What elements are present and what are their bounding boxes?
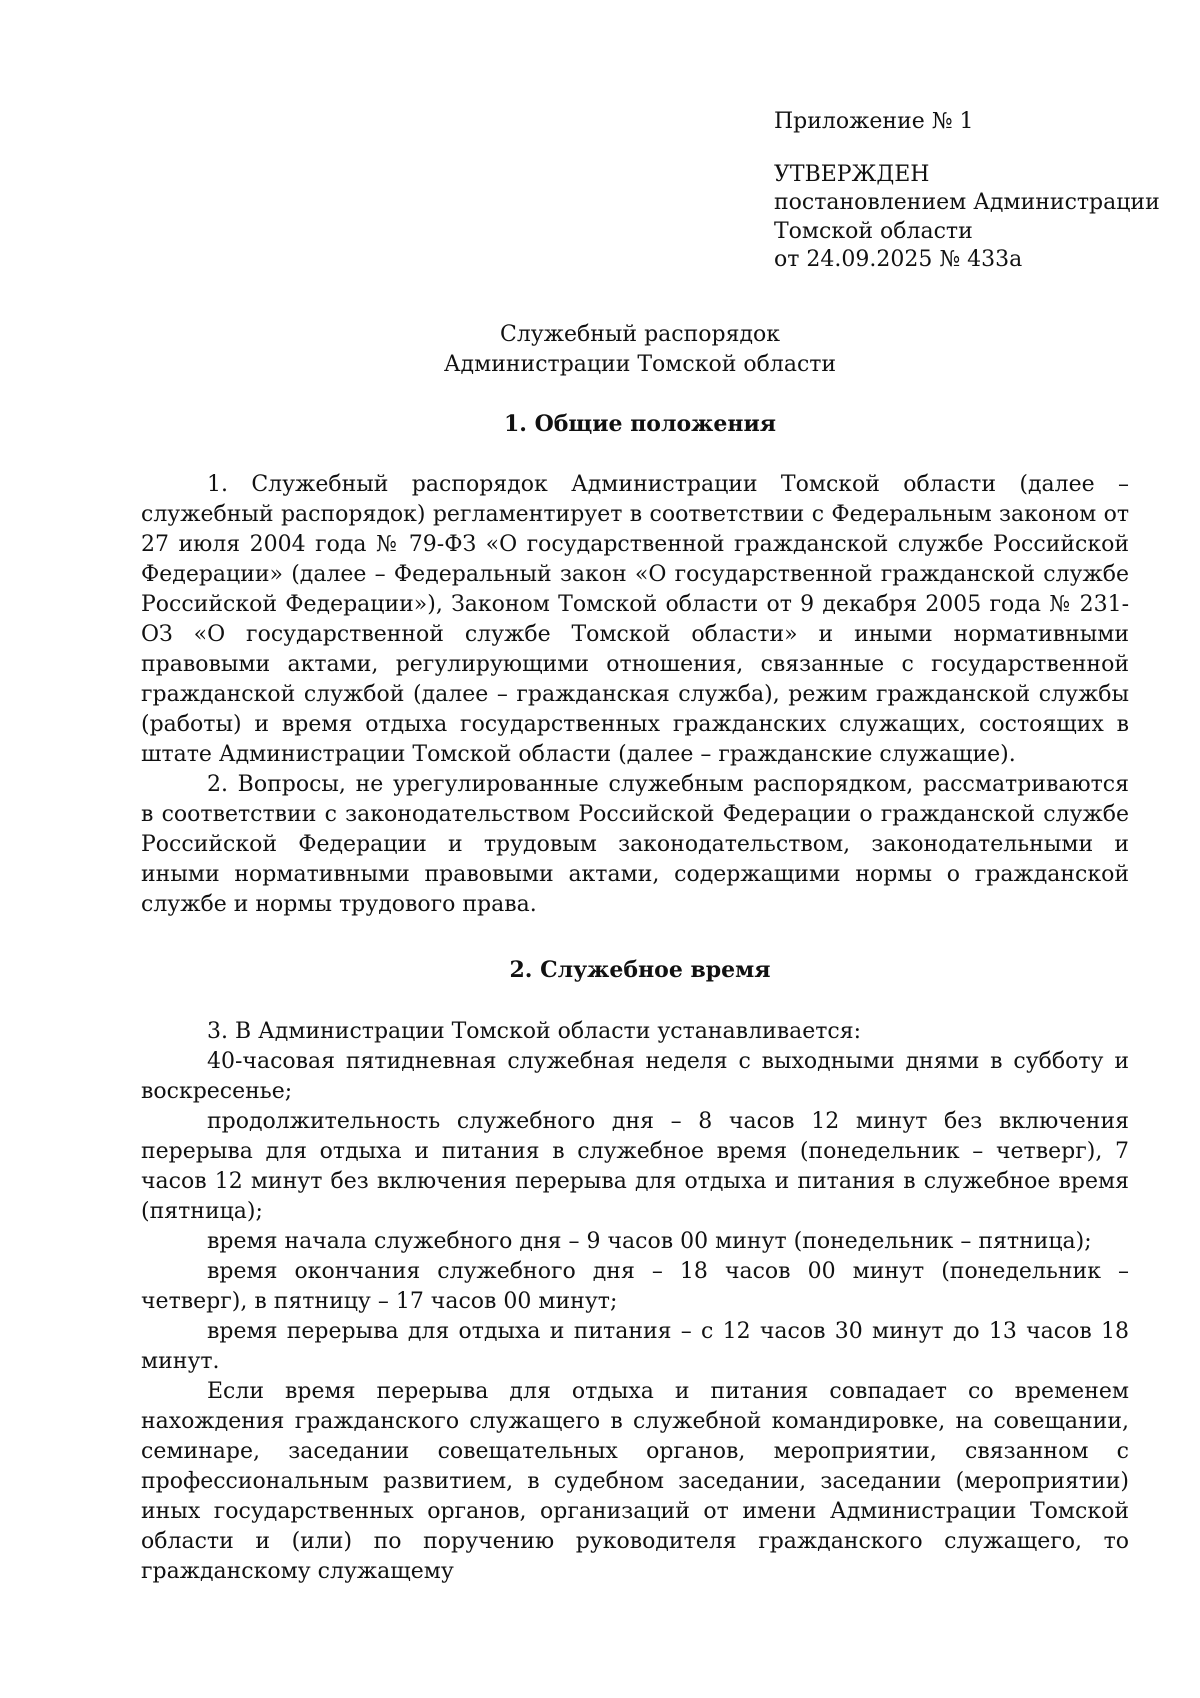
title-line-2: Администрации Томской области (443, 352, 837, 377)
document-title (140, 320, 1140, 380)
paragraph: продолжительность служебного дня – 8 часов 12 минут без включения перерыва для отдыха и питания в служебное время (понедельник – четверг), 7 часов 12 минут без включения перерыва для отдыха и питания в служебное время (пятница); (141, 1109, 1129, 1224)
approved-label: УТВЕРЖДЕН (774, 161, 930, 187)
section-2-body (141, 1017, 1129, 1587)
section-heading-2: 2. Служебное время (509, 957, 771, 983)
paragraph: 40-часовая пятидневная служебная неделя с выходными днями в субботу и воскресенье; (141, 1049, 1129, 1104)
paragraph: 1. Служебный распорядок Администрации Томской области (далее – служебный распорядок) регламентирует в соответствии с Федеральным законом от 27 июля 2004 года № 79-ФЗ «О государственной гражданской службе Российской Федерации» (далее – Федеральный закон «О государственной гражданской службе Российской Федерации»), Законом Томской области от 9 декабря 2005 года № 231-ОЗ «О государственной службе Томской области» и иными нормативными правовыми актами, регулирующими отношения, связанные с государственной гражданской службой (далее – гражданская служба), режим гражданской службы (работы) и время отдыха государственных гражданских служащих, состоящих в штате Администрации Томской области (далее – гражданские служащие). (141, 472, 1129, 767)
paragraph: время начала служебного дня – 9 часов 00 минут (понедельник – пятница); (207, 1229, 1092, 1254)
section-1-body (141, 470, 1129, 920)
title-line-1: Служебный распорядок (499, 322, 781, 347)
paragraph: время перерыва для отдыха и питания – с 12 часов 30 минут до 13 часов 18 минут. (141, 1319, 1129, 1374)
paragraph: 3. В Администрации Томской области устанавливается: (207, 1019, 862, 1044)
approval-line-3: от 24.09.2025 № 433а (774, 247, 1023, 272)
section-heading-1: 1. Общие положения (503, 411, 777, 437)
paragraph: время окончания служебного дня – 18 часов 00 минут (понедельник – четверг), в пятницу – 17 часов 00 минут; (141, 1259, 1129, 1314)
approval-line-2: Томской области (774, 218, 973, 244)
approval-line-1: постановлением Администрации (774, 190, 1160, 215)
paragraph: Если время перерыва для отдыха и питания совпадает со временем нахождения гражданского служащего в служебной командировке, на совещании, семинаре, заседании совещательных органов, мероприятии, связанном с профессиональным развитием, в судебном заседании, заседании (мероприятии) иных государственных органов, организаций от имени Администрации Томской области и (или) по поручению руководителя гражданского служащего, то гражданскому служащему (141, 1379, 1129, 1584)
approval-stamp (774, 108, 1174, 275)
paragraph: 2. Вопросы, не урегулированные служебным распорядком, рассматриваются в соответствии с законодательством Российской Федерации о гражданской службе Российской Федерации и трудовым законодательством, законодательными и иными нормативными правовыми актами, содержащими нормы о гражданской службе и нормы трудового права. (141, 772, 1129, 917)
appendix-label: Приложение № 1 (774, 109, 974, 134)
